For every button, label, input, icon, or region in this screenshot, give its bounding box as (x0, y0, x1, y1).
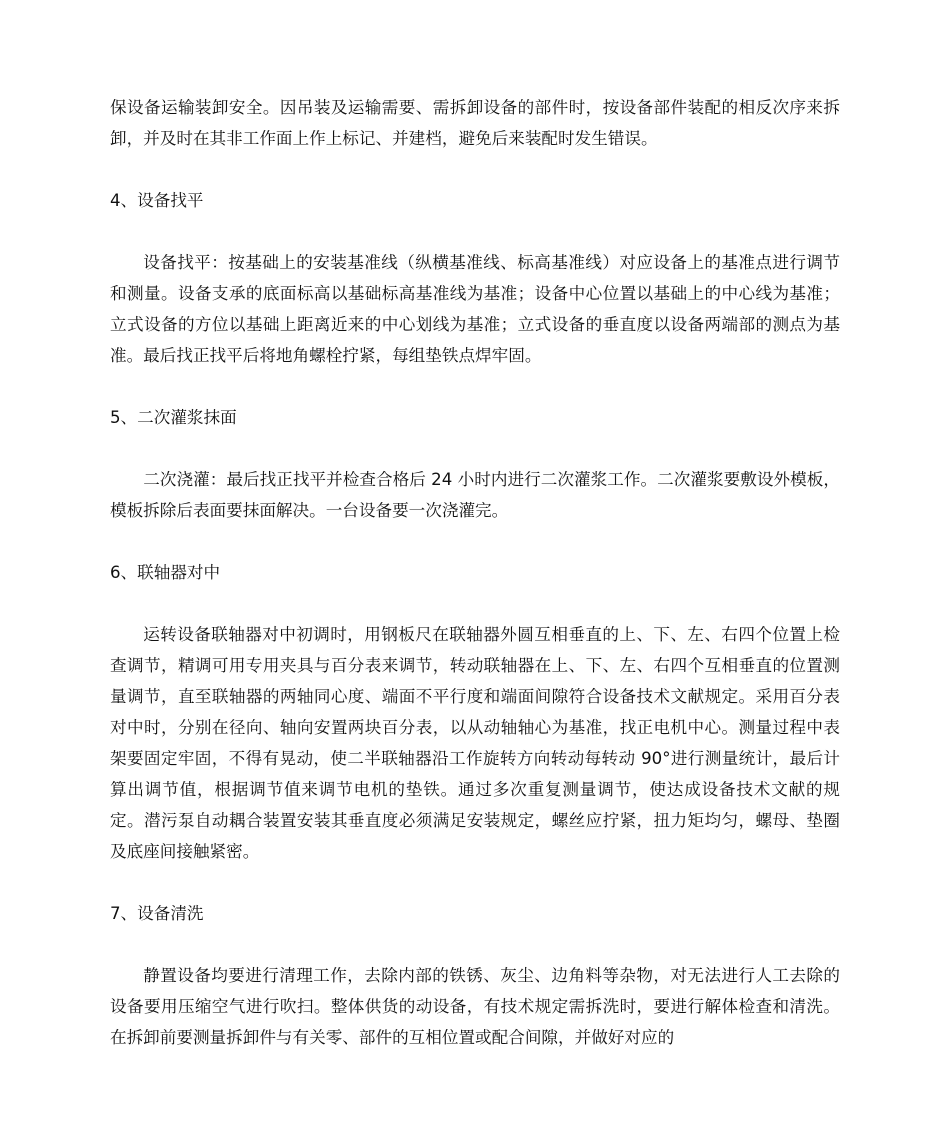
spacer (110, 433, 840, 464)
section-heading-leveling: 4、设备找平 (110, 191, 204, 210)
section-heading-cleaning: 7、设备清洗 (110, 904, 204, 923)
section-heading-grouting: 5、二次灌浆抹面 (110, 408, 237, 427)
section-body-leveling: 设备找平：按基础上的安装基准线（纵横基准线、标高基准线）对应设备上的基准点进行调节和测量。设备支承的底面标高以基础标高基准线为基准；设备中心位置以基础上的中心线为基准；立式设备的方位以基础上距离近来的中心划线为基准；立式设备的垂直度以设备两端部的测点为基准。最后找正找平后将地角螺栓拧紧，每组垫铁点焊牢固。 (110, 253, 840, 365)
section-body-grouting: 二次浇灌：最后找正找平并检查合格后 24 小时内进行二次灌浆工作。二次灌浆要敷设外模板，模板拆除后表面要抹面解决。一台设备要一次浇灌完。 (110, 470, 840, 520)
section-body-coupling-alignment: 运转设备联轴器对中初调时，用钢板尺在联轴器外圆互相垂直的上、下、左、右四个位置上检查调节，精调可用专用夹具与百分表来调节，转动联轴器在上、下、左、右四个互相垂直的位置测量调节，直至联轴器的两轴同心度、端面不平行度和端面间隙符合设备技术文献规定。采用百分表对中时，分别在径向、轴向安置两块百分表，以从动轴轴心为基准，找正电机中心。测量过程中表架要固定牢固，不得有晃动，使二半联轴器沿工作旋转方向转动每转动 90°进行测量统计，最后计算出调节值，根据调节值来调节电机的垫铁。通过多次重复测量调节，使达成设备技术文献的规定。潜污泵自动耦合装置安装其垂直度必须满足安装规定，螺丝应拧紧，扭力矩均匀，螺母、垫圈及底座间接触紧密。 (110, 625, 840, 861)
spacer (110, 526, 840, 557)
spacer (110, 216, 840, 247)
section-body-cleaning: 静置设备均要进行清理工作，去除内部的铁锈、灰尘、边角料等杂物，对无法进行人工去除的设备要用压缩空气进行吹扫。整体供货的动设备，有技术规定需拆洗时，要进行解体检查和清洗。在拆卸前要测量拆卸件与有关零、部件的互相位置或配合间隙，并做好对应的 (110, 966, 840, 1047)
spacer (110, 867, 840, 898)
document-page (110, 92, 840, 1053)
spacer (110, 929, 840, 960)
section-heading-coupling-alignment: 6、联轴器对中 (110, 563, 221, 582)
intro-paragraph: 保设备运输装卸安全。因吊装及运输需要、需拆卸设备的部件时，按设备部件装配的相反次序来拆卸，并及时在其非工作面上作上标记、并建档，避免后来装配时发生错误。 (110, 98, 840, 148)
spacer (110, 371, 840, 402)
spacer (110, 154, 840, 185)
spacer (110, 588, 840, 619)
